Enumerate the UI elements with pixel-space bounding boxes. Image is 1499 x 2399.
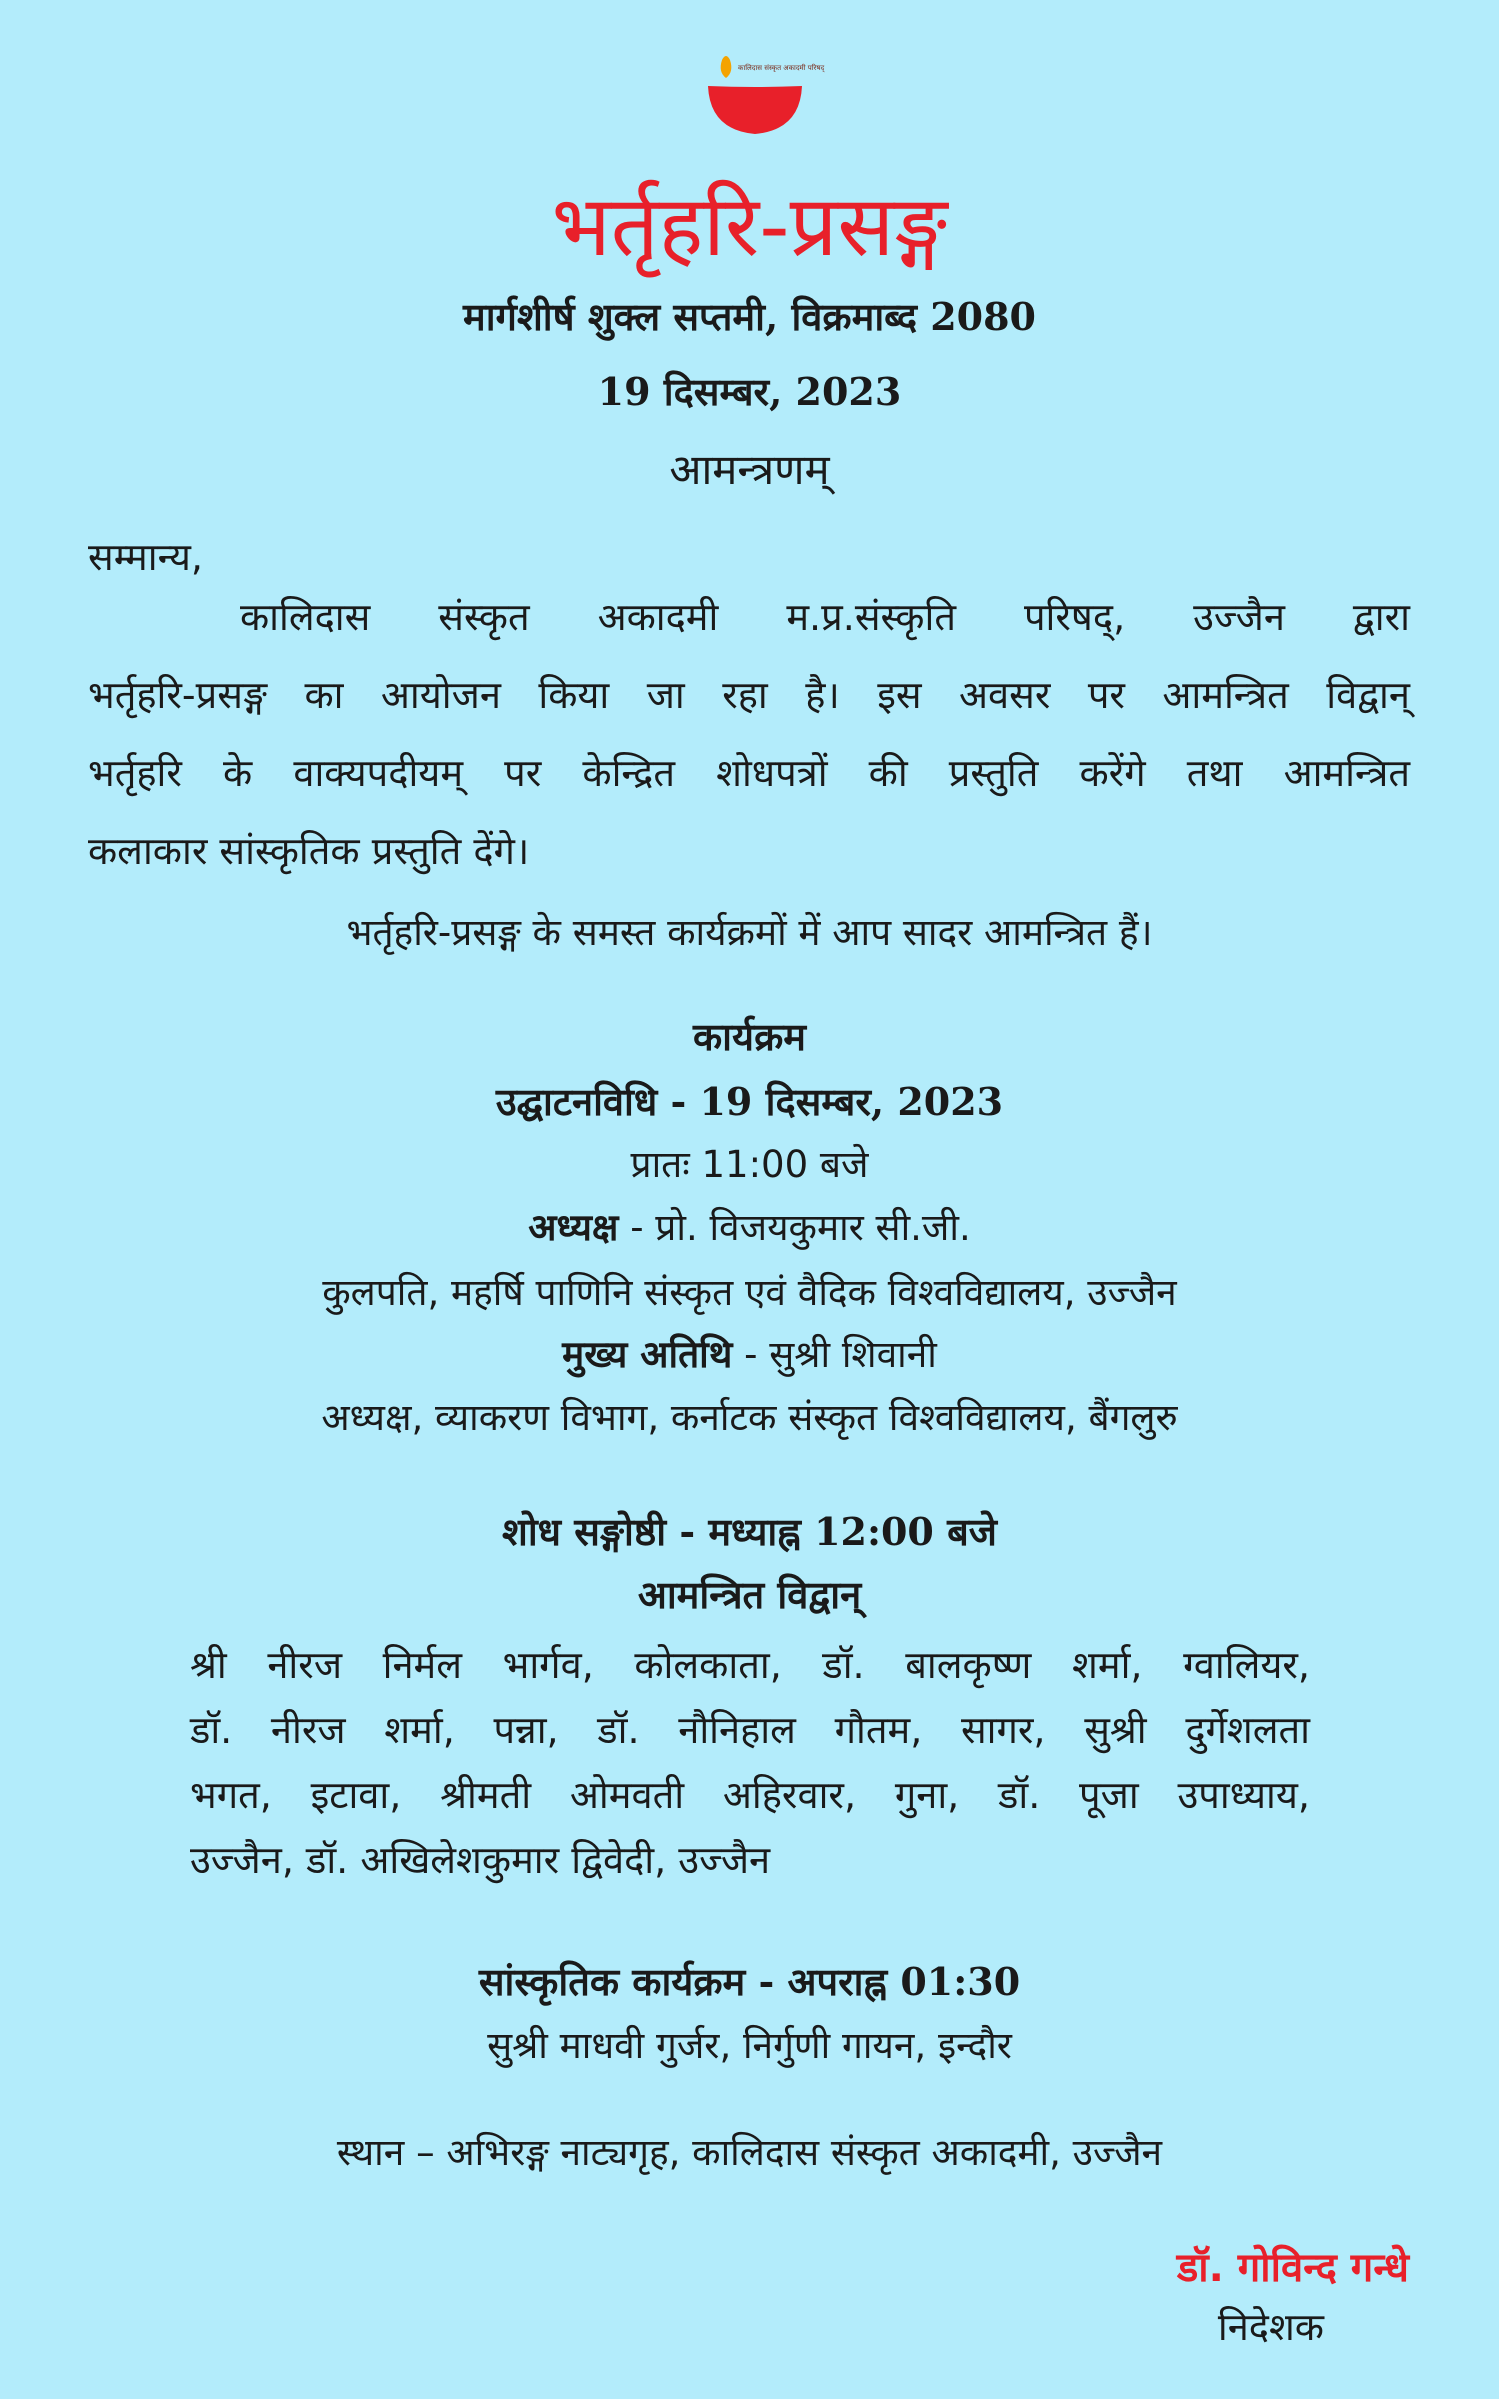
letter-line: कलाकार सांस्कृतिक प्रस्तुति देंगे। [88, 829, 530, 873]
president-name: - प्रो. विजयकुमार सी.जी. [618, 1206, 971, 1249]
scholars-line: भगत, इटावा, श्रीमती ओमवती अहिरवार, गुना, डॉ. पूजा उपाध्याय, [190, 1773, 1310, 1817]
president-role: अध्यक्ष [528, 1206, 619, 1249]
letter-line: कालिदास संस्कृत अकादमी म.प्र.संस्कृति परिषद्, उज्जैन द्वारा [240, 595, 1410, 639]
inauguration-heading: उद्घाटनविधि - 19 दिसम्बर, 2023 [495, 1079, 1004, 1124]
president-line [0, 1200, 1499, 1251]
letter-closing: भर्तृहरि-प्रसङ्ग के समस्त कार्यक्रमों में आप सादर आमन्त्रित हैं। [346, 911, 1153, 954]
chief-guest-line [0, 1327, 1499, 1378]
academy-logo [700, 48, 825, 138]
cultural-heading: सांस्कृतिक कार्यक्रम - अपराह्न 01:30 [478, 1959, 1021, 2004]
cultural-performer: सुश्री माधवी गुर्जर, निर्गुणी गायन, इन्दौर [487, 2024, 1012, 2067]
logo-flame [721, 56, 732, 78]
scholars-line: डॉ. नीरज शर्मा, पन्ना, डॉ. नौनिहाल गौतम, सागर, सुश्री दुर्गेशलता [190, 1708, 1310, 1752]
letter-line: भर्तृहरि-प्रसङ्ग का आयोजन किया जा रहा है। इस अवसर पर आमन्त्रित विद्वान् [88, 673, 1410, 717]
scholars-line: श्री नीरज निर्मल भार्गव, कोलकाता, डॉ. बालकृष्ण शर्मा, ग्वालियर, [190, 1643, 1310, 1687]
inauguration-time: प्रातः 11:00 बजे [630, 1143, 869, 1186]
hindu-calendar-date: मार्गशीर्ष शुक्ल सप्तमी, विक्रमाब्द 2080 [462, 294, 1036, 339]
logo-label: कालिदास संस्कृत अकादमी परिषद् [738, 64, 825, 72]
event-title: भर्तृहरि-प्रसङ्ग [551, 177, 948, 275]
programme-heading: कार्यक्रम [693, 1014, 806, 1059]
scholars-heading: आमन्त्रित विद्वान् [637, 1572, 862, 1617]
venue: स्थान – अभिरङ्ग नाट्यगृह, कालिदास संस्कृत अकादमी, उज्जैन [336, 2131, 1163, 2174]
signatory-designation: निदेशक [1217, 2305, 1324, 2349]
president-description: कुलपति, महर्षि पाणिनि संस्कृत एवं वैदिक विश्वविद्यालय, उज्जैन [322, 1271, 1177, 1314]
logo-bowl [708, 86, 802, 134]
salutation: सम्मान्य, [88, 535, 203, 579]
chief-guest-name: - सुश्री शिवानी [732, 1333, 937, 1376]
seminar-heading: शोध सङ्गोष्ठी - मध्याह्न 12:00 बजे [502, 1509, 997, 1554]
chief-guest-description: अध्यक्ष, व्याकरण विभाग, कर्नाटक संस्कृत विश्वविद्यालय, बैंगलुरु [321, 1396, 1178, 1439]
signatory-name: डॉ. गोविन्द गन्धे [1176, 2245, 1409, 2291]
scholars-line: उज्जैन, डॉ. अखिलेशकुमार द्विवेदी, उज्जैन [190, 1838, 771, 1882]
invitation-heading: आमन्त्रणम् [669, 445, 830, 494]
gregorian-date: 19 दिसम्बर, 2023 [597, 369, 902, 414]
chief-guest-role: मुख्य अतिथि [562, 1333, 733, 1376]
letter-line: भर्तृहरि के वाक्यपदीयम् पर केन्द्रित शोधपत्रों की प्रस्तुति करेंगे तथा आमन्त्रित [88, 751, 1410, 795]
